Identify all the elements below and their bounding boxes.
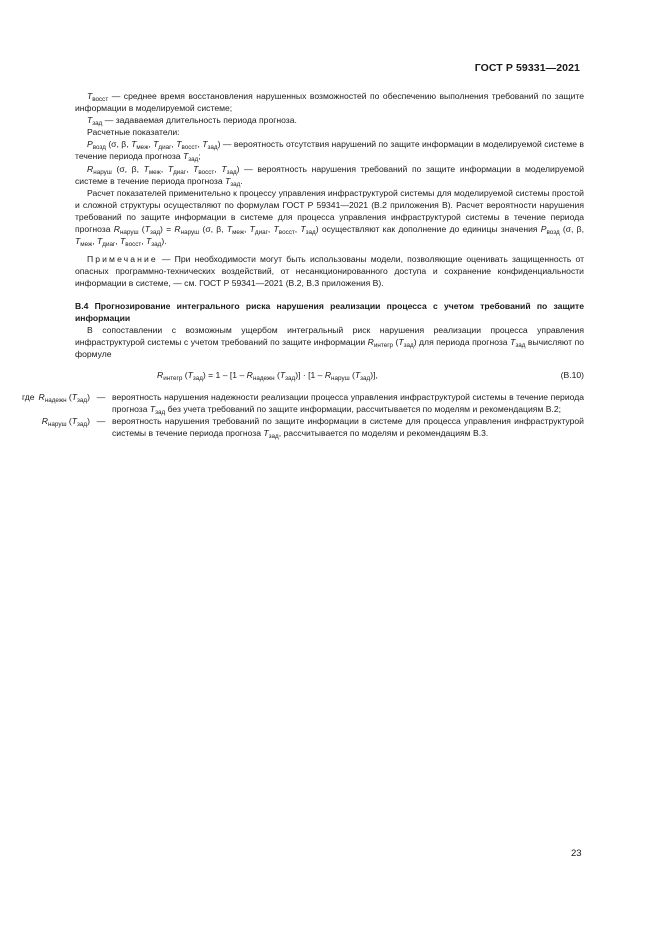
definition-symbol: $R_{наруш}$ $(T_{зад})$	[41, 416, 90, 429]
page-number: 23	[571, 848, 582, 859]
definition-text: вероятность нарушения надежности реализации процесса управления инфраструктурой системы в течение периода прогноза $T_{зад}$ без учета требований по защите информации, рассчитывается по моделям и рекомендациям В.2;	[112, 391, 584, 417]
definition-r-narush: $R_{наруш}$ $(T_{зад})$ — вероятность нарушения требований по защите информации в системе для процесса управления инфраструктурой системы в течение периода прогноза $T_{зад}$, рассчитывается по моделям и рекомендациям В.3.	[75, 415, 584, 439]
formula-definitions	[22, 391, 584, 441]
section-heading-b4: В.4 Прогнозирование интегрального риска нарушения реализации процесса с учетом требований по защите информации	[75, 300, 584, 323]
document-body	[22, 90, 585, 441]
paragraph-p-vozd: $P_{возд}$ (σ, β, $T_{меж}$, $T_{диаг}$, $T_{восст}$, $T_{зад}$) — вероятность отсутствия нарушений по защите информации в моделируемой системе в течение периода прогноза $T_{зад}$;	[75, 139, 584, 164]
definition-symbol: где $R_{надежн}$ $(T_{зад})$	[22, 391, 90, 404]
formula-b10	[75, 368, 584, 386]
definition-text: вероятность нарушения требований по защите информации в системе для процесса управления инфраструктурой системы в течение периода прогноза $T_{зад}$, рассчитывается по моделям и рекомендациям В.3.	[112, 416, 584, 441]
paragraph-t-vosst: $T_{восст}$ — среднее время восстановления нарушенных возможностей по обеспечению выполнения требований по защите информации в моделируемой системе;	[75, 91, 584, 114]
paragraph-indicators-label: Расчетные показатели:	[87, 127, 180, 138]
paragraph-integral-risk: В сопоставлении с возможным ущербом интегральный риск нарушения реализации процесса управления инфраструктурой системы с учетом требований по защите информации $R_{интегр}$ $(T_{зад})$ для периода прогноза $T_{зад}$ вычисляют по формуле	[75, 324, 585, 359]
formula-expression: $R_{интегр}$ $(T_{зад}) = 1 - [1 - R_{надежн}$ $(T_{зад})] \cdot [1 - R_{наруш}$ $(T_{зад})$],	[157, 369, 378, 382]
note-paragraph: Примечание — При необходимости могут быть использованы модели, позволяющие оценивать защищенность от опасных программно-технических воздействий, от несанкционированного доступа и сохранение конфиденциальности информации в системе, — см. ГОСТ Р 59341—2021 (В.2, В.3 приложения В).	[75, 254, 584, 289]
paragraph-r-narush: $R_{наруш}$ (σ, β, $T_{меж}$, $T_{диаг}$, $T_{восст}$, $T_{зад}$) — вероятность нарушения требований по защите информации в моделируемой системе в течение периода прогноза $T_{зад}$.	[75, 163, 584, 188]
paragraph-t-zad: $T_{зад}$ — задаваемая длительность периода прогноза.	[87, 115, 297, 128]
note-label: Примечание	[87, 254, 158, 265]
definition-r-nadezhn: где $R_{надежн}$ $(T_{зад})$ — вероятность нарушения надежности реализации процесса управления инфраструктурой системы в течение периода прогноза $T_{зад}$ без учета требований по защите информации, рассчитывается по моделям и рекомендациям В.2;	[75, 391, 584, 415]
document-header: ГОСТ Р 59331—2021	[474, 62, 580, 74]
paragraph-calculation: Расчет показателей применительно к процессу управления инфраструктурой системы для моделируемой системы простой и сложной структуры осуществляют по формулам ГОСТ Р 59341—2021 (В.2 приложения В). Расчет вероятности нарушения требований по защите информации в системе для процесса управления инфраструктурой системы в течение периода прогноза $R_{наруш}$ $(T_{зад}) = R_{наруш}$ (σ, β, $T_{меж}$, $T_{диаг}$, $T_{восст}$, $T_{зад}$) осуществляют как дополнение до единицы значения $P_{возд}$ (σ, β, $T_{меж}$, $T_{диаг}$, $T_{восст}$, $T_{зад}$).	[75, 187, 585, 249]
formula-number: (В.10)	[560, 369, 584, 380]
